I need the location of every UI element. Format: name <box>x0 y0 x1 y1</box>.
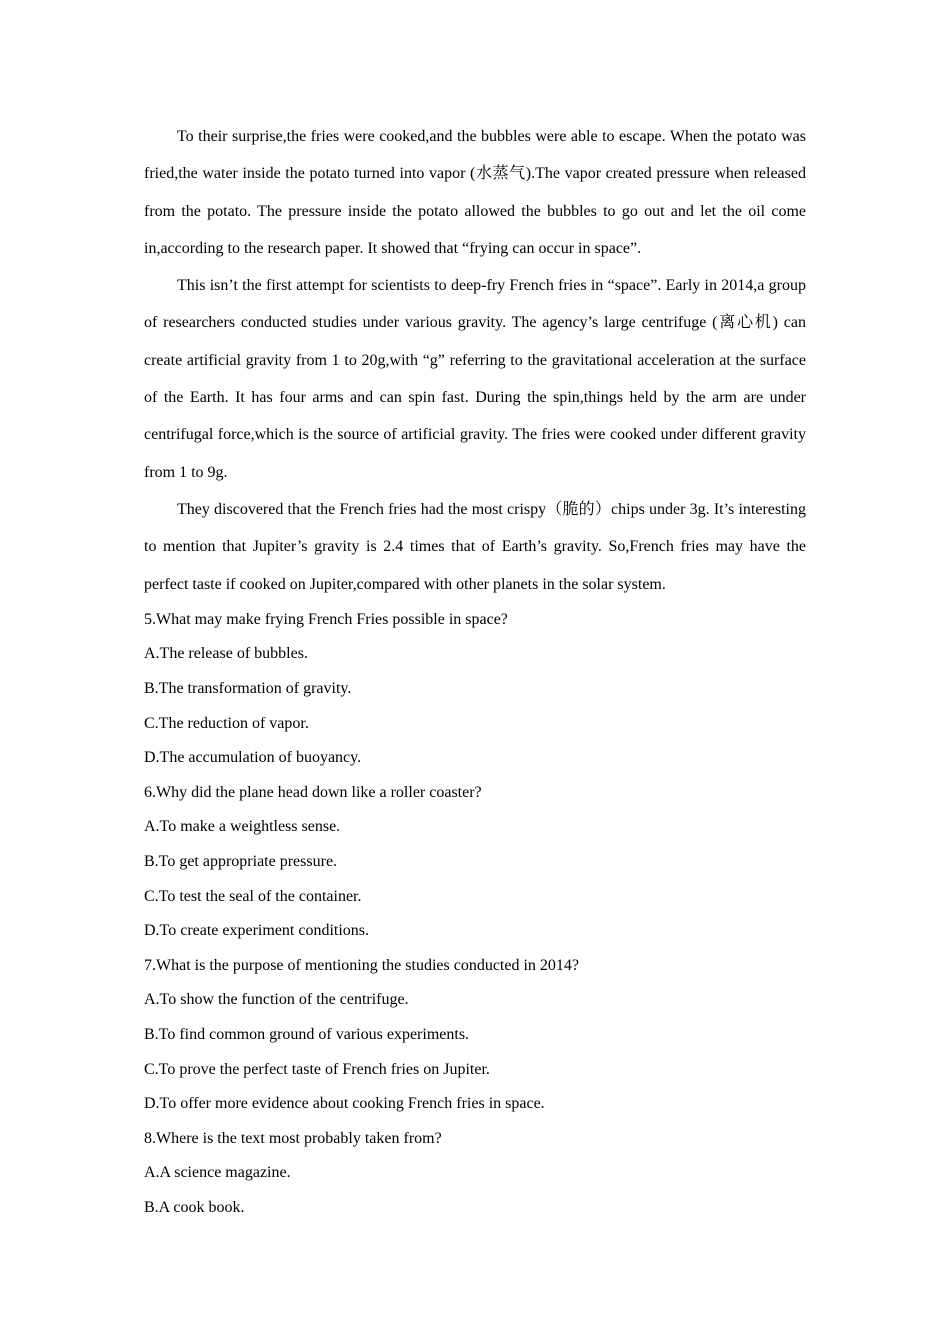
option-d: D.The accumulation of buoyancy. <box>144 749 362 767</box>
option-a: A.A science magazine. <box>144 1164 291 1182</box>
passage-paragraph-1: To their surprise,the fries were cooked,and the bubbles were able to escape. When the potato was fried,the water inside the potato turned into vapor (水蒸气).The vapor created pressure when released from the potato. The pressure inside the potato allowed the bubbles to go out and let the oil come in,according to the research paper. It showed that “frying can occur in space”. <box>144 128 806 257</box>
question-stem: 8.Where is the text most probably taken from? <box>144 1129 442 1147</box>
document-content <box>144 118 806 1226</box>
option-d: D.To offer more evidence about cooking French fries in space. <box>144 1095 545 1113</box>
option-a: A.The release of bubbles. <box>144 645 308 663</box>
question-7 <box>144 949 806 1122</box>
option-b: B.To find common ground of various experiments. <box>144 1025 470 1043</box>
question-5 <box>144 603 806 776</box>
option-b: B.The transformation of gravity. <box>144 680 352 698</box>
question-stem: 6.Why did the plane head down like a roller coaster? <box>144 783 482 801</box>
option-b: B.To get appropriate pressure. <box>144 853 338 871</box>
option-d: D.To create experiment conditions. <box>144 922 370 940</box>
passage-paragraph-3: They discovered that the French fries had the most crispy（脆的）chips under 3g. It’s interesting to mention that Jupiter’s gravity is 2.4 times that of Earth’s gravity. So,French fries may have the perfect taste if cooked on Jupiter,compared with other planets in the solar system. <box>144 500 806 593</box>
question-6 <box>144 776 806 949</box>
option-c: C.To test the seal of the container. <box>144 887 362 905</box>
option-a: A.To show the function of the centrifuge. <box>144 991 409 1009</box>
option-b: B.A cook book. <box>144 1198 245 1216</box>
passage-paragraph-2: This isn’t the first attempt for scientists to deep-fry French fries in “space”. Early in 2014,a group of researchers conducted studies under various gravity. The agency’s large centrifuge (离心机) can create artificial gravity from 1 to 20g,with “g” referring to the gravitational acceleration at the surface of the Earth. It has four arms and can spin fast. During the spin,things held by the arm are under centrifugal force,which is the source of artificial gravity. The fries were cooked under different gravity from 1 to 9g. <box>144 277 806 481</box>
option-a: A.To make a weightless sense. <box>144 818 341 836</box>
option-c: C.The reduction of vapor. <box>144 714 309 732</box>
question-8 <box>144 1122 806 1226</box>
question-stem: 5.What may make frying French Fries possible in space? <box>144 610 508 628</box>
option-c: C.To prove the perfect taste of French fries on Jupiter. <box>144 1060 490 1078</box>
question-stem: 7.What is the purpose of mentioning the studies conducted in 2014? <box>144 956 580 974</box>
